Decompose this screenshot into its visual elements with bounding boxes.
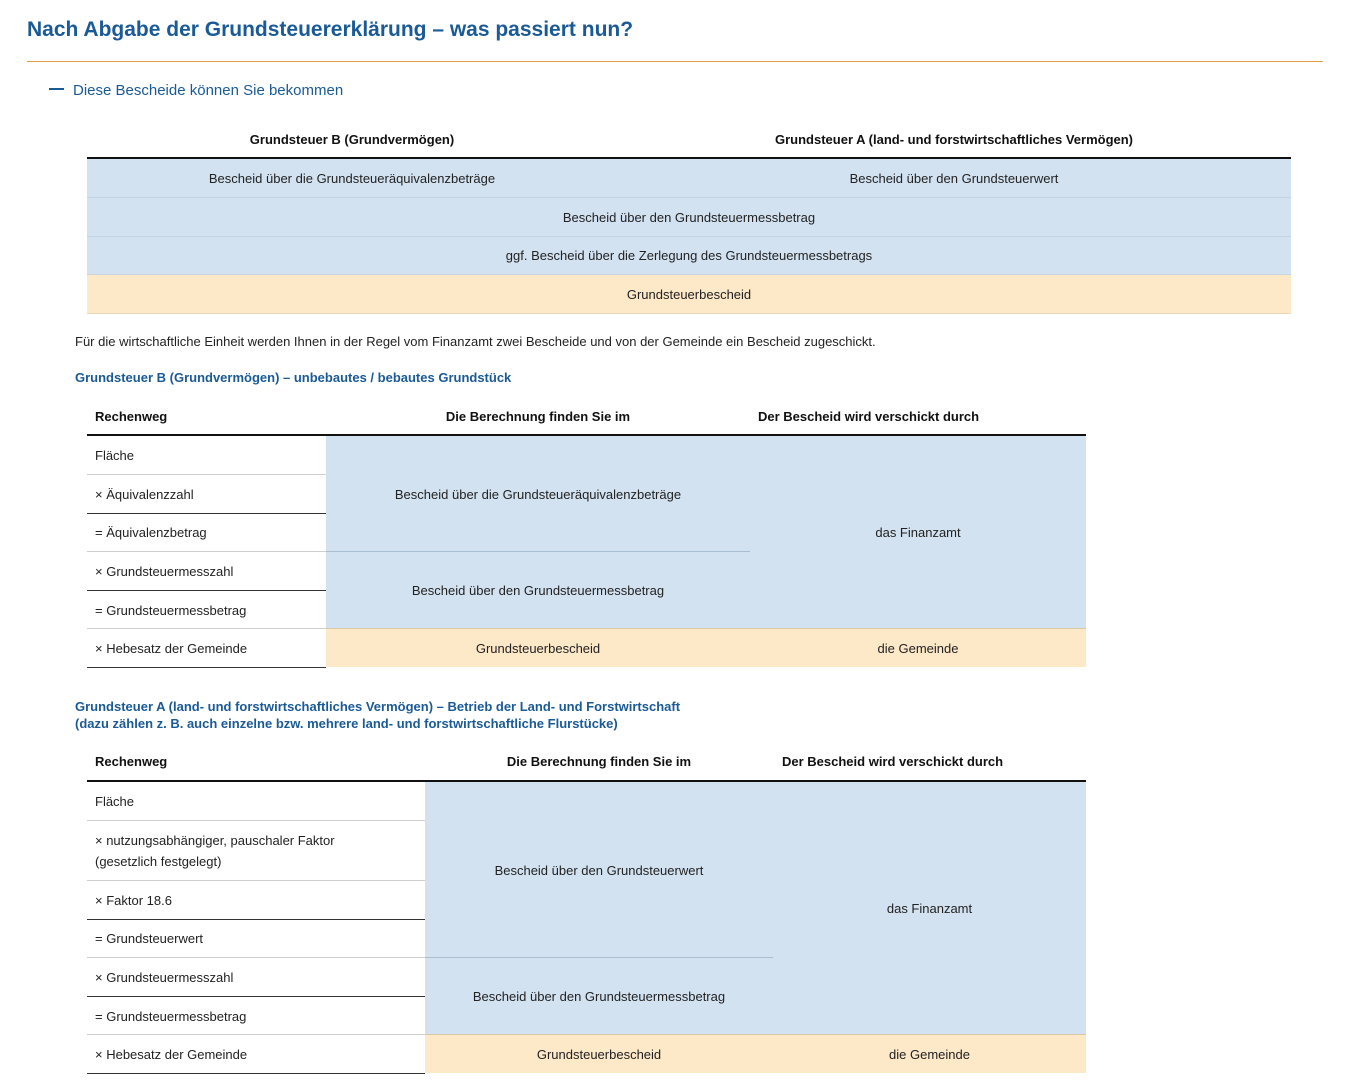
- table-b-sender-2: die Gemeinde: [877, 641, 959, 656]
- overview-row2-text: Bescheid über den Grundsteuermessbetrag: [562, 210, 816, 225]
- note-text: Für die wirtschaftliche Einheit werden Ihnen in der Regel vom Finanzamt zwei Bescheide und von der Gemeinde ein Bescheid zugeschickt.: [75, 334, 876, 349]
- table-a-beige-divider: [425, 1034, 1086, 1035]
- table-a-step-7: × Hebesatz der Gemeinde: [95, 1047, 248, 1062]
- table-a-step-4: = Grundsteuerwert: [95, 931, 204, 946]
- title-divider: [27, 61, 1323, 62]
- table-b-step-2: × Äquivalenzzahl: [95, 487, 194, 502]
- row-divider: [87, 513, 326, 514]
- row-divider: [87, 880, 425, 881]
- table-b-doc-3: Grundsteuerbescheid: [475, 641, 601, 656]
- table-a-header-versand: Der Bescheid wird verschickt durch: [782, 754, 1004, 769]
- table-b-doc-2: Bescheid über den Grundsteuermessbetrag: [411, 583, 665, 598]
- row-divider: [87, 590, 326, 591]
- row-divider: [87, 919, 425, 920]
- row-divider: [87, 667, 326, 668]
- row-divider: [87, 1034, 425, 1035]
- table-b-header-berechnung: Die Berechnung finden Sie im: [445, 409, 631, 424]
- overview-row3-text: ggf. Bescheid über die Zerlegung des Grundsteuermessbetrags: [505, 248, 873, 263]
- row-divider: [87, 957, 425, 958]
- table-b-step-6: × Hebesatz der Gemeinde: [95, 641, 248, 656]
- row-divider: [87, 474, 326, 475]
- table-a-doc-2: Bescheid über den Grundsteuermessbetrag: [472, 989, 726, 1004]
- table-b-heading: Grundsteuer B (Grundvermögen) – unbebautes / bebautes Grundstück: [75, 370, 512, 385]
- row-divider: [87, 820, 425, 821]
- table-a-step-5: × Grundsteuermesszahl: [95, 970, 234, 985]
- table-b-doc-divider: [326, 551, 750, 552]
- table-a-header-rechenweg: Rechenweg: [95, 754, 168, 769]
- table-b-sender-1: das Finanzamt: [875, 525, 961, 540]
- table-a-heading-line2: (dazu zählen z. B. auch einzelne bzw. mehrere land- und forstwirtschaftliche Flurstücke): [75, 716, 618, 731]
- table-b-header-versand: Der Bescheid wird verschickt durch: [758, 409, 980, 424]
- table-b-beige-divider: [326, 628, 1086, 629]
- row-divider: [87, 996, 425, 997]
- overview-header-grundsteuer-a: Grundsteuer A (land- und forstwirtschaftliches Vermögen): [774, 132, 1134, 147]
- table-b-step-1: Fläche: [95, 448, 135, 463]
- table-a-doc-3: Grundsteuerbescheid: [536, 1047, 662, 1062]
- table-b-doc-1: Bescheid über die Grundsteueräquivalenzbeträge: [394, 487, 682, 502]
- row-divider: [87, 1073, 425, 1074]
- row-divider: [87, 313, 1291, 314]
- row-divider: [87, 628, 326, 629]
- table-a-heading-line1: Grundsteuer A (land- und forstwirtschaftliches Vermögen) – Betrieb der Land- und Forstwirtschaft: [75, 699, 681, 714]
- overview-row1-b: Bescheid über die Grundsteueräquivalenzbeträge: [208, 171, 496, 186]
- overview-row1-a: Bescheid über den Grundsteuerwert: [849, 171, 1059, 186]
- table-a-step-2-note: (gesetzlich festgelegt): [95, 854, 222, 869]
- table-a-sender-1: das Finanzamt: [886, 901, 973, 916]
- table-a-doc-1: Bescheid über den Grundsteuerwert: [494, 863, 704, 878]
- table-a-sender-2: die Gemeinde: [889, 1047, 970, 1062]
- table-a-step-1: Fläche: [95, 794, 135, 809]
- table-a-step-6: = Grundsteuermessbetrag: [95, 1009, 247, 1024]
- table-b-step-5: = Grundsteuermessbetrag: [95, 603, 247, 618]
- page-title: Nach Abgabe der Grundsteuererklärung – was passiert nun?: [27, 18, 634, 41]
- overview-row4-text: Grundsteuerbescheid: [626, 287, 752, 302]
- table-a-header-berechnung: Die Berechnung finden Sie im: [506, 754, 692, 769]
- table-a-doc-divider: [425, 957, 773, 958]
- table-b-step-3: = Äquivalenzbetrag: [95, 525, 207, 540]
- row-divider: [87, 551, 326, 552]
- table-b-step-4: × Grundsteuermesszahl: [95, 564, 234, 579]
- table-a-step-2: × nutzungsabhängiger, pauschaler Faktor: [95, 833, 335, 848]
- accordion-toggle-label[interactable]: Diese Bescheide können Sie bekommen: [73, 82, 344, 99]
- table-b-header-rechenweg: Rechenweg: [95, 409, 168, 424]
- collapse-minus-icon[interactable]: [49, 80, 65, 100]
- overview-header-grundsteuer-b: Grundsteuer B (Grundvermögen): [249, 132, 455, 147]
- table-a-step-3: × Faktor 18.6: [95, 893, 172, 908]
